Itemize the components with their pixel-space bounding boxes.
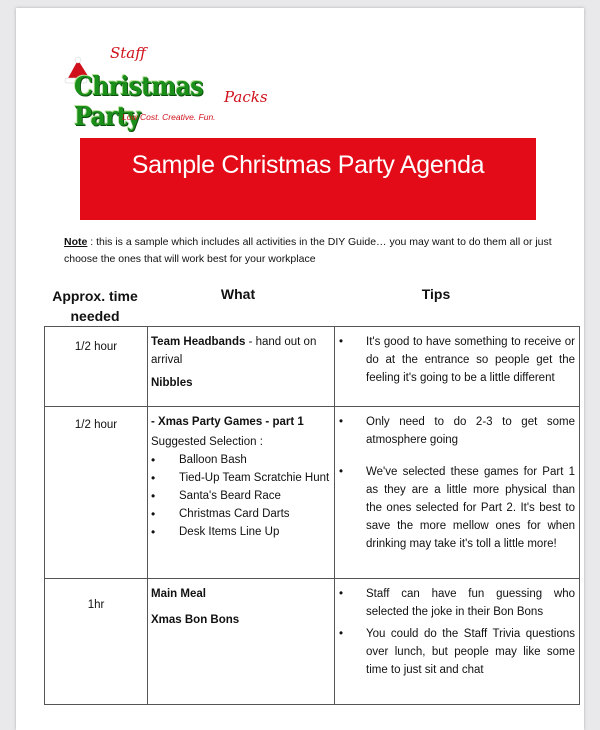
document-page	[16, 8, 584, 730]
time-value: 1hr	[87, 599, 105, 611]
games-list	[151, 451, 331, 541]
tips-cell	[335, 407, 580, 579]
activity-extra: Xmas Bon Bons	[151, 614, 240, 626]
table-row	[45, 407, 580, 579]
list-item: • Balloon Bash	[151, 451, 331, 469]
tip-item: • Only need to do 2-3 to get some atmosphere going	[339, 413, 575, 449]
logo-main-text: Christmas Party	[74, 72, 203, 132]
table-row	[45, 327, 580, 407]
tips-cell	[335, 579, 580, 705]
list-item: • Tied-Up Team Scratchie Hunt	[151, 469, 331, 487]
title-banner	[80, 138, 536, 220]
list-item: • Desk Items Line Up	[151, 523, 331, 541]
tip-item: • Staff can have fun guessing who selected the joke in their Bon Bons	[339, 585, 575, 621]
time-cell	[45, 407, 148, 579]
note-text: : this is a sample which includes all activities in the DIY Guide… you may want to do them all or just choose the ones that will work best for your workplace	[64, 236, 552, 265]
time-cell	[45, 579, 148, 705]
what-cell	[148, 327, 335, 407]
tip-item: • It's good to have something to receive or do at the entrance so people get the feeling it's going to be a little different	[339, 333, 575, 387]
page-title: Sample Christmas Party Agenda	[131, 151, 485, 179]
logo-tagline: Low Cost. Creative. Fun.	[122, 112, 216, 122]
header-time: Approx. time needed	[52, 288, 138, 324]
suggested-label: Suggested Selection :	[151, 436, 263, 448]
tips-cell	[335, 327, 580, 407]
note-label: Note	[64, 236, 88, 248]
activity-title: - Xmas Party Games - part 1	[151, 416, 304, 428]
list-item: • Christmas Card Darts	[151, 505, 331, 523]
company-logo	[64, 44, 284, 134]
activity-title: Main Meal	[151, 588, 206, 600]
time-value: 1/2 hour	[74, 419, 118, 431]
logo-staff-text: Staff	[110, 44, 146, 62]
note-paragraph	[64, 234, 554, 268]
agenda-table	[44, 326, 580, 705]
header-what: What	[220, 286, 256, 302]
what-cell	[148, 407, 335, 579]
tip-item: • You could do the Staff Trivia questions over lunch, but people may like some time to just sit and chat	[339, 625, 575, 679]
list-item: • Santa's Beard Race	[151, 487, 331, 505]
activity-extra: Nibbles	[151, 377, 193, 389]
activity-title: Team Headbands - hand out on arrival	[151, 336, 317, 366]
what-cell	[148, 579, 335, 705]
time-value: 1/2 hour	[74, 341, 118, 353]
time-cell	[45, 327, 148, 407]
logo-packs-text: Packs	[224, 88, 268, 106]
tip-item: • We've selected these games for Part 1 as they are a little more physical than the ones selected for Part 2. It's best to save the more mellow ones for when drinking may take it's toll a little more!	[339, 463, 575, 553]
table-row	[45, 579, 580, 705]
header-tips: Tips	[421, 286, 451, 302]
